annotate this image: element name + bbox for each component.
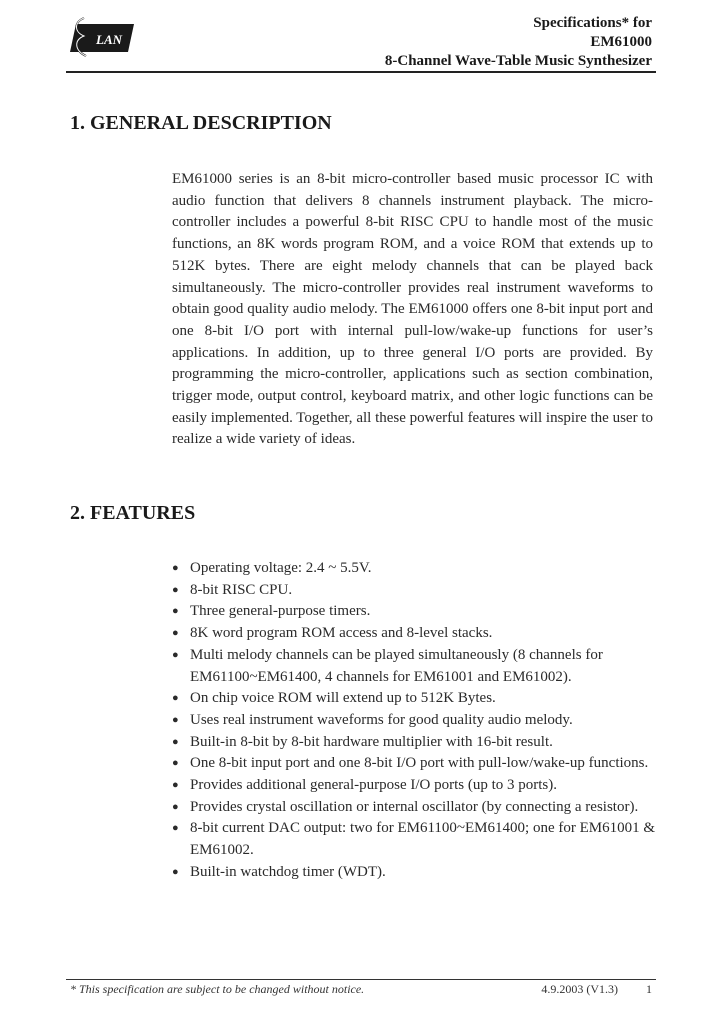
document-header xyxy=(385,14,652,71)
elan-logo-icon xyxy=(70,16,140,62)
list-item: ● On chip voice ROM will extend up to 512K Bytes. xyxy=(172,688,662,710)
bullet-icon: ● xyxy=(172,692,179,705)
section-title-general-description: 1. GENERAL DESCRIPTION xyxy=(70,112,332,134)
footer-note: * This specification are subject to be changed without notice. xyxy=(70,982,365,996)
list-item: ● 8-bit RISC CPU. xyxy=(172,580,662,602)
list-item: ● Three general-purpose timers. xyxy=(172,601,662,623)
bullet-icon: ● xyxy=(172,822,179,835)
bullet-icon: ● xyxy=(172,779,179,792)
footer-rule xyxy=(66,979,656,980)
features-list xyxy=(172,558,662,884)
list-item: ● Uses real instrument waveforms for good quality audio melody. xyxy=(172,710,662,732)
section-title-features: 2. FEATURES xyxy=(70,502,196,524)
bullet-icon: ● xyxy=(172,735,179,748)
list-item: ● Built-in 8-bit by 8-bit hardware multiplier with 16-bit result. xyxy=(172,732,662,754)
bullet-icon: ● xyxy=(172,562,179,574)
bullet-icon: ● xyxy=(172,800,179,813)
list-item: ● Multi melody channels can be played simultaneously (8 channels for EM61100~EM61400, 4 channels for EM61001 and EM61002). xyxy=(172,646,603,685)
page-number: 1 xyxy=(646,982,652,996)
bullet-icon: ● xyxy=(172,583,179,596)
footer-meta xyxy=(513,982,652,997)
logo-text: LAN xyxy=(96,32,122,47)
general-description-paragraph: EM61000 series is an 8-bit micro-controller based music processor IC with audio function that delivers 8 channels instrument playback. The micro-controller includes a powerful 8-bit RISC CPU to handle most of the music functions, an 8K words program ROM, and a voice ROM that extends up to 512K bytes. There are eight melody channels that can be played back simultaneously. The micro-controller provides real instrument waveforms to obtain good quality audio melody. The EM61000 offers one 8-bit input port and one 8-bit I/O port with internal pull-low/wake-up functions for user’s applications. In addition, up to three general I/O ports are provided. By programming the micro-controller, applications such as section combination, trigger mode, output control, keyboard matrix, and other logic functions can be easily implemented. Together, all these powerful features will inspire the user to realize a wide variety of ideas. xyxy=(172,171,653,448)
list-item: ● One 8-bit input port and one 8-bit I/O port with pull-low/wake-up functions. xyxy=(172,753,662,775)
list-item: ● 8K word program ROM access and 8-level stacks. xyxy=(172,623,662,645)
bullet-icon: ● xyxy=(172,865,179,878)
header-line-1: Specifications* for xyxy=(533,15,652,31)
header-line-2: EM61000 xyxy=(590,34,652,50)
header-rule xyxy=(66,71,656,73)
list-item: ● Provides additional general-purpose I/O ports (up to 3 ports). xyxy=(172,775,662,797)
bullet-icon: ● xyxy=(172,648,179,661)
bullet-icon: ● xyxy=(172,605,179,618)
list-item: ● Operating voltage: 2.4 ~ 5.5V. xyxy=(172,558,662,580)
header-line-3: 8-Channel Wave-Table Music Synthesizer xyxy=(384,53,652,69)
footer-date: 4.9.2003 (V1.3) xyxy=(541,982,618,996)
list-item: ● Provides crystal oscillation or internal oscillator (by connecting a resistor). xyxy=(172,797,662,819)
bullet-icon: ● xyxy=(172,713,179,726)
list-item: ● Built-in watchdog timer (WDT). xyxy=(172,862,662,884)
bullet-icon: ● xyxy=(172,757,179,770)
bullet-icon: ● xyxy=(172,627,179,640)
list-item: ● 8-bit current DAC output: two for EM61100~EM61400; one for EM61001 & EM61002. xyxy=(172,820,656,859)
